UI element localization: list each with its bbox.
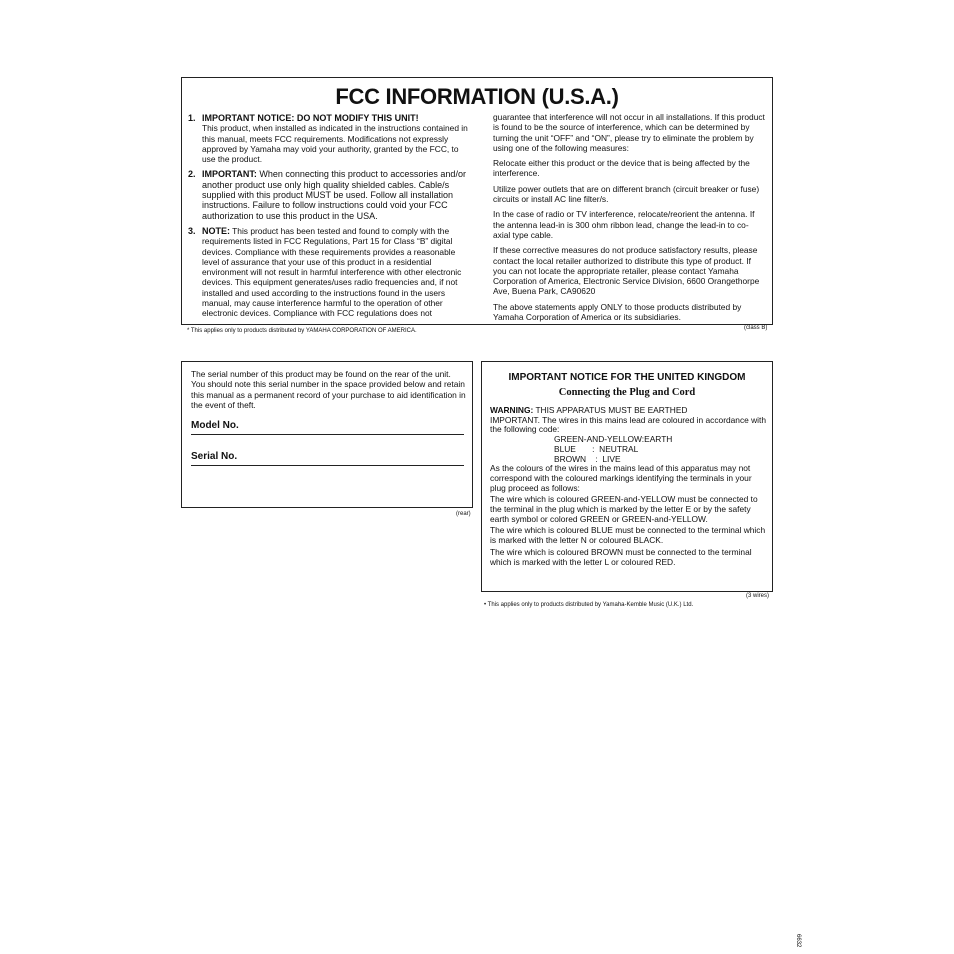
uk-warning-text: THIS APPARATUS MUST BE EARTHED bbox=[533, 405, 688, 415]
uk-footnote: • This applies only to products distributed by Yamaha-Kemble Music (U.K.) Ltd. bbox=[484, 602, 694, 608]
model-no-line bbox=[191, 434, 464, 435]
rear-tag: (rear) bbox=[456, 511, 471, 517]
uk-paragraph-green: The wire which is coloured GREEN-and-YELLOW must be connected to the terminal in the plug which is marked by the letter E or by the safety earth symbol or colored GREEN or GREEN-and-YELLOW. bbox=[490, 494, 758, 524]
fcc-right-column bbox=[493, 112, 765, 327]
fcc-item-number: 2. bbox=[188, 169, 196, 180]
serial-no-label: Serial No. bbox=[191, 451, 238, 462]
uk-paragraph-brown: The wire which is coloured BROWN must be connected to the terminal which is marked with the letter L or coloured RED. bbox=[490, 546, 752, 567]
fcc-left-column bbox=[188, 113, 472, 324]
uk-body bbox=[490, 406, 768, 569]
fcc-item-heading: IMPORTANT: bbox=[202, 169, 257, 180]
uk-paragraph-colours: As the colours of the wires in the mains lead of this apparatus may not correspond with the coloured markings identifying the terminals in your plug proceed as follows: bbox=[490, 463, 752, 493]
fcc-footnote: * This applies only to products distributed by YAMAHA CORPORATION OF AMERICA. bbox=[187, 328, 417, 334]
fcc-item-text: This product, when installed as indicated in the instructions contained in this manual, meets FCC requirements. Modifications not expressly approved by Yamaha may void your authority, granted by the FCC, to use the product. bbox=[202, 123, 468, 165]
fcc-paragraph: guarantee that interference will not occur in all installations. If this product is found to be the source of interference, which can be determined by turning the unit “OFF” and “ON”, please try to eliminate the problem by using one of the following measures: bbox=[493, 112, 765, 153]
wire-earth: GREEN-AND-YELLOW:EARTH bbox=[554, 434, 673, 445]
fcc-item-number: 3. bbox=[188, 225, 196, 236]
fcc-item-3 bbox=[188, 226, 472, 319]
uk-paragraph-blue: The wire which is coloured BLUE must be connected to the terminal which is marked with the letter N or coloured BLACK. bbox=[490, 525, 766, 546]
class-tag: (class B) bbox=[744, 325, 768, 331]
uk-warning-label: WARNING: bbox=[490, 405, 534, 415]
fcc-title: FCC INFORMATION (U.S.A.) bbox=[335, 84, 619, 109]
fcc-paragraph: If these corrective measures do not produce satisfactory results, please contact the local retailer authorized to distribute this type of product. If you can not locate the appropriate retailer, please contact Yamaha Corporation of America, Electronic Service Division, 6600 Orangethorpe Ave, Buena Park, CA90620 bbox=[493, 245, 760, 297]
fcc-item-number: 1. bbox=[188, 113, 196, 123]
model-no-label: Model No. bbox=[191, 420, 239, 431]
uk-important-text: IMPORTANT. The wires in this mains lead are coloured in accordance with the following code: bbox=[490, 414, 767, 435]
serial-no-line bbox=[191, 465, 464, 466]
fcc-item-text: When connecting this product to accessories and/or another product use only high quality shielded cables. Cable/s supplied with this product MUST be used. Follow all installation instructions. Failure to follow instructions could void your FCC authorization to use this product in the USA. bbox=[202, 169, 466, 221]
fcc-information-box bbox=[181, 77, 773, 325]
wire-brown: BROWN : LIVE bbox=[554, 453, 621, 464]
fcc-paragraph: Utilize power outlets that are on different branch (circuit breaker or fuse) circuits or install AC line filter/s. bbox=[493, 183, 760, 205]
fcc-item-1 bbox=[188, 113, 472, 164]
fcc-paragraph: Relocate either this product or the device that is being affected by the interference. bbox=[493, 158, 750, 179]
page-code: 6632 bbox=[795, 934, 801, 948]
serial-intro-text: The serial number of this product may be found on the rear of the unit. You should note this serial number in the space provided below and retain this manual as a permanent record of your purchase to aid identification in the event of theft. bbox=[191, 369, 466, 410]
wire-blue: BLUE : NEUTRAL bbox=[554, 443, 639, 454]
uk-notice-box bbox=[481, 361, 773, 592]
fcc-item-text: This product has been tested and found to comply with the requirements listed in FCC Regulations, Part 15 for Class “B” digital devices. Compliance with these requirements provides a reasonable level of assurance that your use of this product in a residential environment will not result in harmful interference with other electronic devices. This equipment generates/uses radio frequencies and, if not installed and used according to the instructions found in the users manual, may cause interference harmful to the operation of other electronic devices. Compliance with FCC regulations does not bbox=[202, 225, 462, 319]
serial-number-box bbox=[181, 361, 473, 508]
fcc-item-heading: IMPORTANT NOTICE: DO NOT MODIFY THIS UNIT! bbox=[202, 113, 419, 123]
uk-subtitle: Connecting the Plug and Cord bbox=[558, 387, 696, 398]
fcc-paragraph: The above statements apply ONLY to those products distributed by Yamaha Corporation of America or its subsidiaries. bbox=[493, 301, 742, 323]
wires-tag: (3 wires) bbox=[746, 593, 770, 599]
fcc-item-2 bbox=[188, 169, 472, 220]
uk-title: IMPORTANT NOTICE FOR THE UNITED KINGDOM bbox=[508, 372, 746, 383]
fcc-item-heading: NOTE: bbox=[202, 225, 230, 236]
fcc-paragraph: In the case of radio or TV interference, relocate/reorient the antenna. If the antenna lead-in is 300 ohm ribbon lead, change the lead-in to co-axial type cable. bbox=[493, 209, 755, 240]
